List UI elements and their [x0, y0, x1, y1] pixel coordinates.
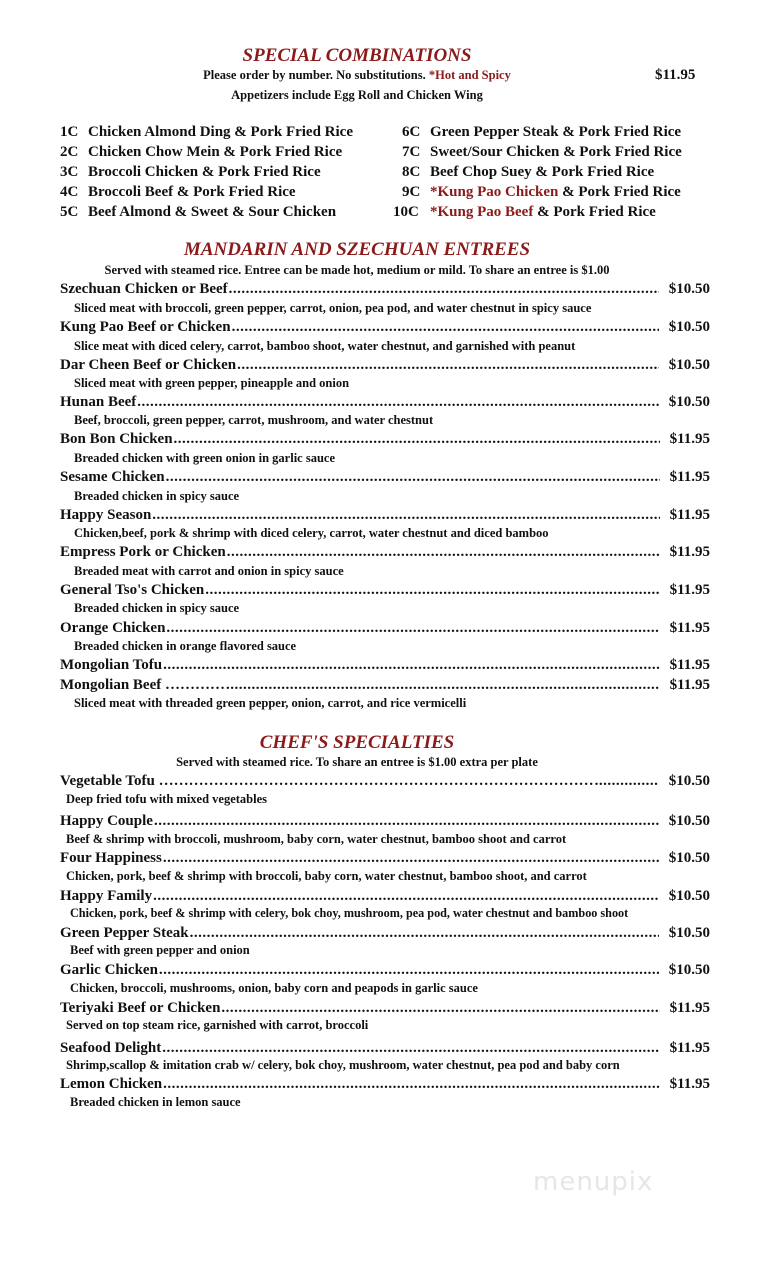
entry-description: Shrimp,scallop & imitation crab w/ celery, bok choy, mushroom, water chestnut, pea pod and baby corn: [66, 1058, 620, 1072]
menu-entry: Seafood Delight $11.95 .....: [60, 1039, 710, 1058]
combinations-note-text: Please order by number. No substitutions.: [203, 68, 426, 82]
combo-item: 7C Sweet/Sour Chicken & Pork Fried Rice: [402, 144, 682, 160]
entry-description: Served on top steam rice, garnished with carrot, broccoli: [66, 1018, 369, 1032]
combo-item: 8C Beef Chop Suey & Pork Fried Rice: [402, 164, 655, 180]
menu-entry: Mongolian Tofu $11.95 .....: [60, 656, 710, 675]
chef-subtitle: Served with steamed rice. To share an entree is $1.00 extra per plate: [176, 755, 538, 769]
menu-entry: Teriyaki Beef or Chicken $11.95 .....: [60, 999, 710, 1018]
menu-entry: Happy Family $10.50 .....: [60, 887, 710, 906]
entry-description: Sliced meat with threaded green pepper, onion, carrot, and rice vermicelli: [74, 696, 467, 710]
menu-entry: Szechuan Chicken or Beef $10.50 .....: [60, 280, 710, 299]
combo-item: 6C Green Pepper Steak & Pork Fried Rice: [402, 124, 682, 140]
entry-description: Slice meat with diced celery, carrot, bamboo shoot, water chestnut, and garnished with peanut: [74, 339, 576, 353]
menu-entry: Happy Couple $10.50 .....: [60, 812, 710, 831]
menu-entry: Garlic Chicken $10.50 .....: [60, 961, 710, 980]
combo-item: 9C *Kung Pao Chicken & Pork Fried Rice: [402, 184, 681, 200]
combo-item: 3C Broccoli Chicken & Pork Fried Rice: [60, 164, 321, 180]
menu-entry: Dar Cheen Beef or Chicken $10.50 .....: [60, 356, 710, 375]
chef-title: CHEF'S SPECIALTIES: [259, 732, 455, 753]
entry-description: Breaded chicken in spicy sauce: [74, 489, 240, 503]
entry-description: Sliced meat with green pepper, pineapple and onion: [74, 376, 350, 390]
combo-item: 4C Broccoli Beef & Pork Fried Rice: [60, 184, 296, 200]
menu-entry: Orange Chicken $11.95 .....: [60, 619, 710, 638]
combinations-note: [0, 67, 714, 83]
menu-entry: Green Pepper Steak $10.50 .....: [60, 924, 710, 943]
entry-description: Beef & shrimp with broccoli, mushroom, baby corn, water chestnut, bamboo shoot and carrot: [66, 832, 567, 846]
entry-description: Chicken, broccoli, mushrooms, onion, baby corn and peapods in garlic sauce: [70, 981, 478, 995]
mandarin-title: MANDARIN AND SZECHUAN ENTREES: [183, 239, 531, 260]
combinations-price: $11.95: [655, 67, 696, 83]
combinations-title: SPECIAL COMBINATIONS: [242, 45, 472, 66]
combo-item: 5C Beef Almond & Sweet & Sour Chicken: [60, 204, 337, 220]
combo-item: 1C Chicken Almond Ding & Pork Fried Rice: [60, 124, 353, 140]
entry-description: Breaded meat with carrot and onion in spicy sauce: [74, 564, 344, 578]
entry-description: Breaded chicken in orange flavored sauce: [74, 639, 297, 653]
entry-description: Breaded chicken in lemon sauce: [70, 1095, 241, 1109]
menu-entry: Mongolian Beef ………… $11.95 .....: [60, 676, 710, 695]
entry-description: Breaded chicken with green onion in garlic sauce: [74, 451, 335, 465]
menu-entry: Vegetable Tofu …………………………………………………………………………… $10.50 .....: [60, 772, 710, 791]
menu-entry: Kung Pao Beef or Chicken $10.50 .....: [60, 318, 710, 337]
combo-item: 2C Chicken Chow Mein & Pork Fried Rice: [60, 144, 343, 160]
combinations-appetizer-note: Appetizers include Egg Roll and Chicken Wing: [231, 88, 483, 102]
menu-entry: Happy Season $11.95 .....: [60, 506, 710, 525]
menu-entry: Bon Bon Chicken $11.95 .....: [60, 430, 710, 449]
entry-description: Sliced meat with broccoli, green pepper, carrot, onion, pea pod, and water chestnut in spicy sauce: [74, 301, 592, 315]
menu-entry: General Tso's Chicken $11.95 .....: [60, 581, 710, 600]
entry-description: Chicken, pork, beef & shrimp with broccoli, baby corn, water chestnut, bamboo shoot, and carrot: [66, 869, 587, 883]
menu-entry: Four Happiness $10.50 .....: [60, 849, 710, 868]
menu-entry: Sesame Chicken $11.95 .....: [60, 468, 710, 487]
menu-entry: Empress Pork or Chicken $11.95 .....: [60, 543, 710, 562]
menu-entry: Lemon Chicken $11.95 .....: [60, 1075, 710, 1094]
entry-description: Deep fried tofu with mixed vegetables: [66, 792, 268, 806]
combo-item: 10C *Kung Pao Beef & Pork Fried Rice: [393, 204, 656, 220]
menupix-watermark: menupix: [533, 1167, 654, 1197]
entry-description: Beef, broccoli, green pepper, carrot, mushroom, and water chestnut: [74, 413, 434, 427]
menu-entry: Hunan Beef $10.50 .....: [60, 393, 710, 412]
entry-description: Breaded chicken in spicy sauce: [74, 601, 240, 615]
mandarin-subtitle: Served with steamed rice. Entree can be made hot, medium or mild. To share an entree is $1.00: [104, 263, 610, 277]
entry-description: Chicken, pork, beef & shrimp with celery, bok choy, mushroom, pea pod, water chestnut and bamboo shoot: [70, 906, 629, 920]
entry-description: Beef with green pepper and onion: [70, 943, 250, 957]
hot-spicy-note: *Hot and Spicy: [428, 68, 511, 82]
entry-description: Chicken,beef, pork & shrimp with diced celery, carrot, water chestnut and diced bamboo: [74, 526, 549, 540]
